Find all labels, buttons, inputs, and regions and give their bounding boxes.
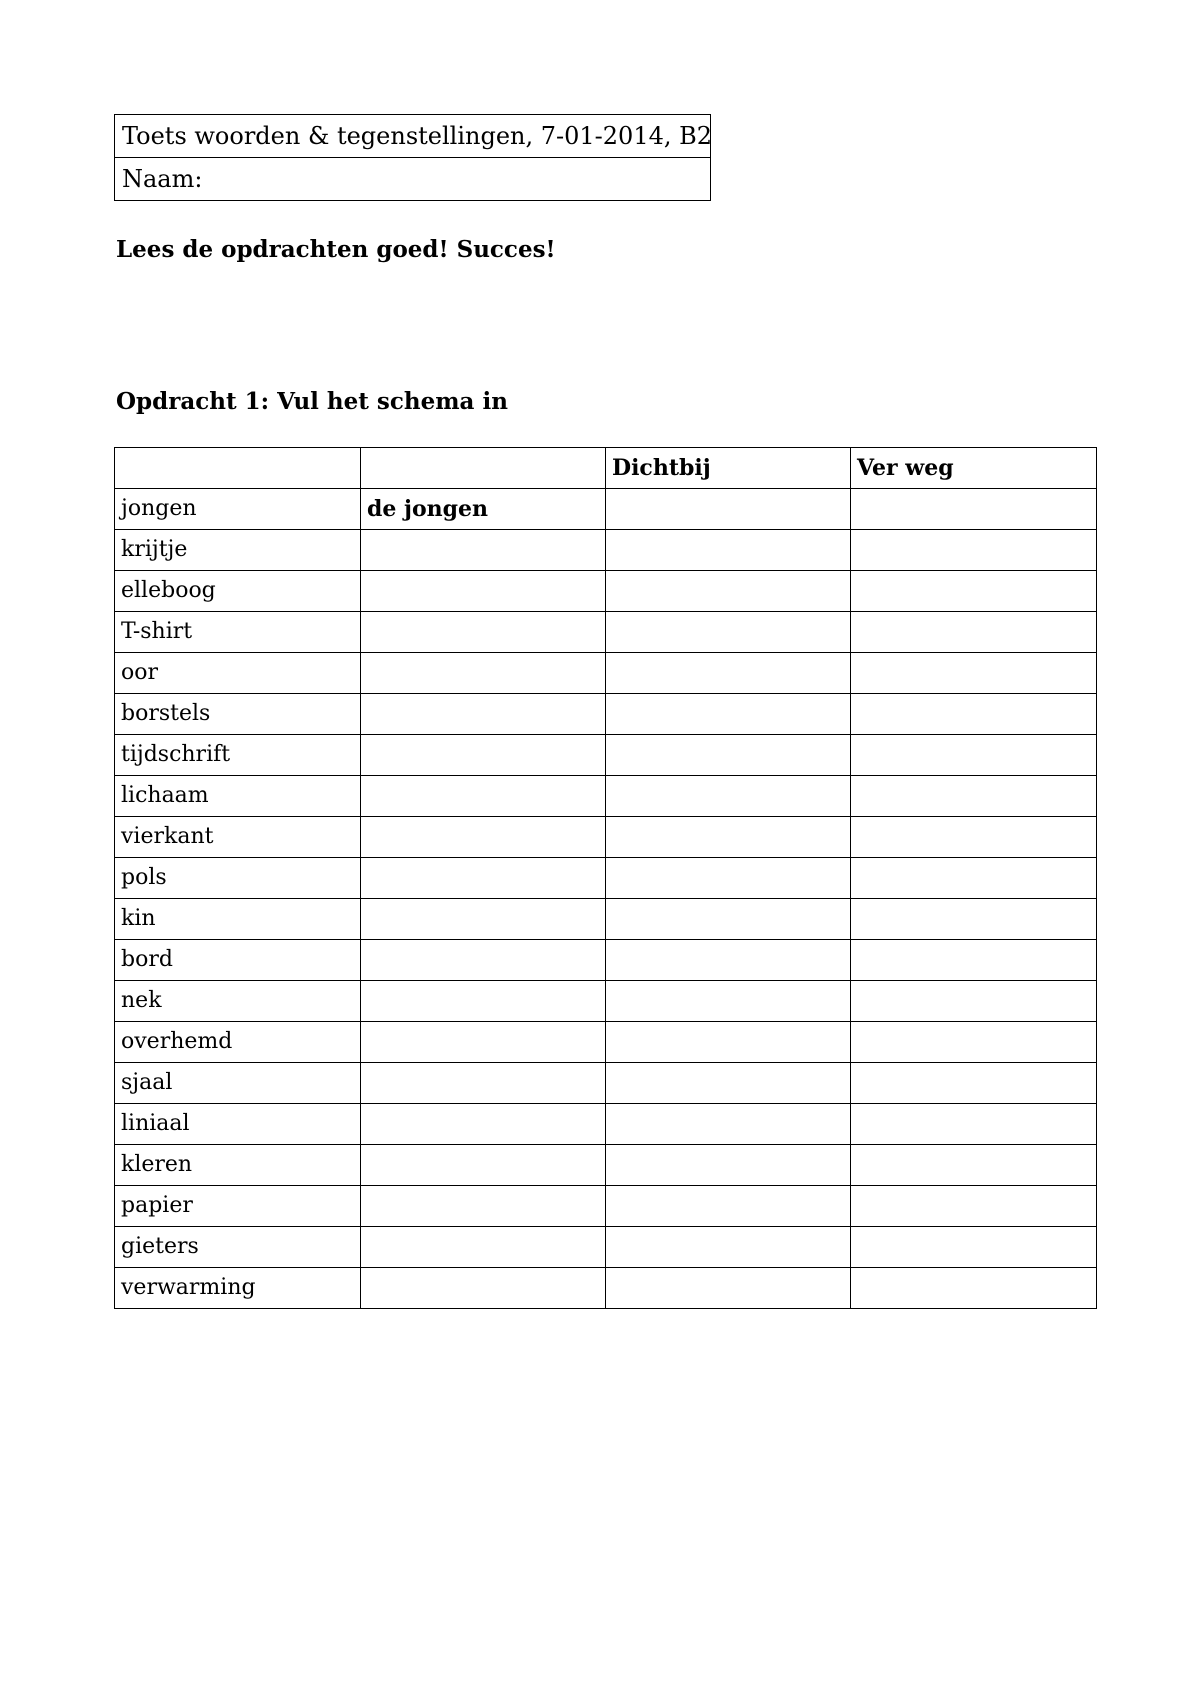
word-cell: krijtje (115, 530, 361, 571)
table-row (115, 571, 1097, 612)
dichtbij-cell[interactable] (606, 571, 851, 612)
article-cell[interactable] (361, 612, 606, 653)
column-header-article (361, 448, 606, 489)
schema-body (115, 489, 1097, 1309)
dichtbij-cell[interactable] (606, 817, 851, 858)
article-cell[interactable] (361, 940, 606, 981)
article-cell[interactable] (361, 571, 606, 612)
article-cell[interactable] (361, 858, 606, 899)
word-cell: bord (115, 940, 361, 981)
table-row (115, 1145, 1097, 1186)
dichtbij-cell[interactable] (606, 735, 851, 776)
ver-weg-cell[interactable] (851, 735, 1097, 776)
header-name-row (115, 158, 711, 201)
word-cell: elleboog (115, 571, 361, 612)
dichtbij-cell[interactable] (606, 1104, 851, 1145)
word-cell: liniaal (115, 1104, 361, 1145)
article-cell[interactable] (361, 653, 606, 694)
schema-table (114, 447, 1097, 1309)
dichtbij-cell[interactable] (606, 1063, 851, 1104)
article-cell[interactable] (361, 1104, 606, 1145)
dichtbij-cell[interactable] (606, 489, 851, 530)
ver-weg-cell[interactable] (851, 981, 1097, 1022)
article-cell[interactable] (361, 817, 606, 858)
column-header-dichtbij: Dichtbij (606, 448, 851, 489)
word-cell: verwarming (115, 1268, 361, 1309)
table-row (115, 940, 1097, 981)
article-cell[interactable] (361, 735, 606, 776)
table-row (115, 1186, 1097, 1227)
word-cell: tijdschrift (115, 735, 361, 776)
table-row (115, 817, 1097, 858)
article-cell[interactable]: de jongen (361, 489, 606, 530)
ver-weg-cell[interactable] (851, 571, 1097, 612)
ver-weg-cell[interactable] (851, 653, 1097, 694)
table-row (115, 530, 1097, 571)
article-cell[interactable] (361, 694, 606, 735)
word-cell: oor (115, 653, 361, 694)
word-cell: overhemd (115, 1022, 361, 1063)
table-row (115, 1022, 1097, 1063)
ver-weg-cell[interactable] (851, 817, 1097, 858)
table-row (115, 1063, 1097, 1104)
column-header-word (115, 448, 361, 489)
ver-weg-cell[interactable] (851, 694, 1097, 735)
ver-weg-cell[interactable] (851, 1186, 1097, 1227)
ver-weg-cell[interactable] (851, 530, 1097, 571)
word-cell: kin (115, 899, 361, 940)
table-row (115, 981, 1097, 1022)
article-cell[interactable] (361, 981, 606, 1022)
dichtbij-cell[interactable] (606, 776, 851, 817)
dichtbij-cell[interactable] (606, 653, 851, 694)
word-cell: borstels (115, 694, 361, 735)
ver-weg-cell[interactable] (851, 1145, 1097, 1186)
ver-weg-cell[interactable] (851, 1104, 1097, 1145)
schema-header-row (115, 448, 1097, 489)
article-cell[interactable] (361, 1063, 606, 1104)
table-row (115, 899, 1097, 940)
word-cell: T-shirt (115, 612, 361, 653)
ver-weg-cell[interactable] (851, 1063, 1097, 1104)
word-cell: jongen (115, 489, 361, 530)
table-row (115, 1268, 1097, 1309)
table-row (115, 1227, 1097, 1268)
table-row (115, 612, 1097, 653)
article-cell[interactable] (361, 1268, 606, 1309)
article-cell[interactable] (361, 530, 606, 571)
article-cell[interactable] (361, 1145, 606, 1186)
table-row (115, 694, 1097, 735)
table-row (115, 1104, 1097, 1145)
ver-weg-cell[interactable] (851, 489, 1097, 530)
word-cell: lichaam (115, 776, 361, 817)
instruction-text: Lees de opdrachten goed! Succes! (116, 236, 556, 263)
ver-weg-cell[interactable] (851, 1268, 1097, 1309)
article-cell[interactable] (361, 1227, 606, 1268)
word-cell: papier (115, 1186, 361, 1227)
article-cell[interactable] (361, 1186, 606, 1227)
dichtbij-cell[interactable] (606, 940, 851, 981)
ver-weg-cell[interactable] (851, 858, 1097, 899)
name-field-label[interactable]: Naam: (115, 158, 711, 201)
dichtbij-cell[interactable] (606, 612, 851, 653)
article-cell[interactable] (361, 899, 606, 940)
word-cell: vierkant (115, 817, 361, 858)
dichtbij-cell[interactable] (606, 899, 851, 940)
dichtbij-cell[interactable] (606, 1186, 851, 1227)
header-title-row (115, 115, 711, 158)
table-row (115, 776, 1097, 817)
table-row (115, 858, 1097, 899)
ver-weg-cell[interactable] (851, 612, 1097, 653)
dichtbij-cell[interactable] (606, 981, 851, 1022)
header-table (114, 114, 711, 201)
table-row (115, 653, 1097, 694)
word-cell: gieters (115, 1227, 361, 1268)
word-cell: sjaal (115, 1063, 361, 1104)
assignment-title: Opdracht 1: Vul het schema in (116, 388, 508, 415)
word-cell: kleren (115, 1145, 361, 1186)
table-row (115, 489, 1097, 530)
ver-weg-cell[interactable] (851, 1022, 1097, 1063)
dichtbij-cell[interactable] (606, 1227, 851, 1268)
test-title: Toets woorden & tegenstellingen, 7-01-2014, B2 (115, 115, 711, 158)
table-row (115, 735, 1097, 776)
article-cell[interactable] (361, 776, 606, 817)
dichtbij-cell[interactable] (606, 1022, 851, 1063)
article-cell[interactable] (361, 1022, 606, 1063)
dichtbij-cell[interactable] (606, 694, 851, 735)
word-cell: nek (115, 981, 361, 1022)
word-cell: pols (115, 858, 361, 899)
ver-weg-cell[interactable] (851, 899, 1097, 940)
ver-weg-cell[interactable] (851, 776, 1097, 817)
column-header-ver-weg: Ver weg (851, 448, 1097, 489)
dichtbij-cell[interactable] (606, 530, 851, 571)
ver-weg-cell[interactable] (851, 940, 1097, 981)
dichtbij-cell[interactable] (606, 1268, 851, 1309)
dichtbij-cell[interactable] (606, 858, 851, 899)
dichtbij-cell[interactable] (606, 1145, 851, 1186)
ver-weg-cell[interactable] (851, 1227, 1097, 1268)
